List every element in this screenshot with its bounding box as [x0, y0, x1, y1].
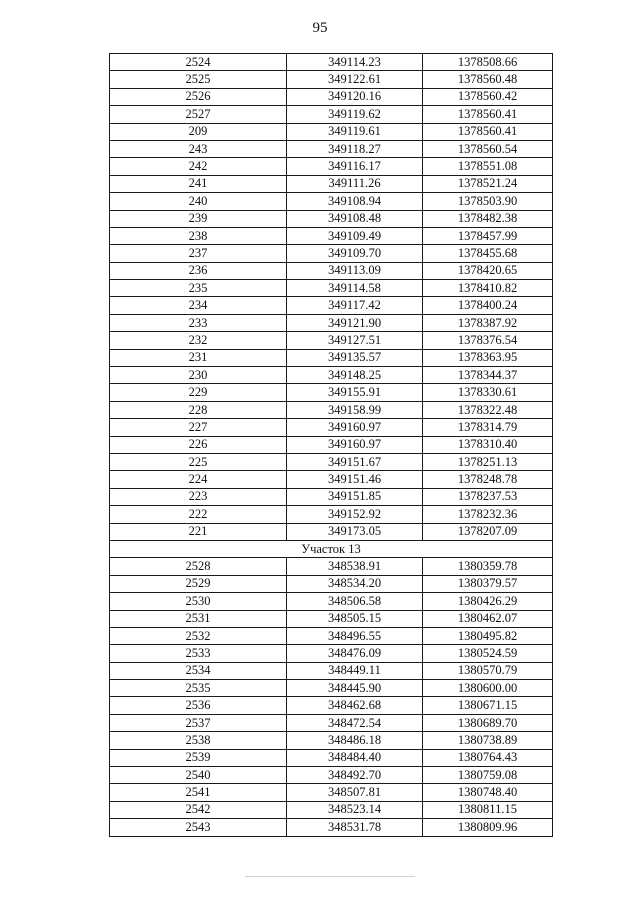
y-coordinate-cell: 1378237.53 — [423, 488, 553, 505]
table-row — [110, 767, 553, 784]
point-number-cell: 2525 — [110, 71, 287, 88]
y-coordinate-cell: 1380671.15 — [423, 697, 553, 714]
table-row — [110, 419, 553, 436]
table-row — [110, 749, 553, 766]
x-coordinate-cell: 349122.61 — [287, 71, 423, 88]
x-coordinate-cell: 349127.51 — [287, 332, 423, 349]
point-number-cell: 2541 — [110, 784, 287, 801]
table-row — [110, 123, 553, 140]
table-row — [110, 349, 553, 366]
table-row — [110, 140, 553, 157]
x-coordinate-cell: 349108.94 — [287, 193, 423, 210]
point-number-cell: 2540 — [110, 767, 287, 784]
point-number-cell: 2539 — [110, 749, 287, 766]
x-coordinate-cell: 349120.16 — [287, 88, 423, 105]
y-coordinate-cell: 1380759.08 — [423, 767, 553, 784]
table-row — [110, 332, 553, 349]
y-coordinate-cell: 1378400.24 — [423, 297, 553, 314]
table-row — [110, 714, 553, 731]
table-row — [110, 488, 553, 505]
point-number-cell: 2533 — [110, 645, 287, 662]
y-coordinate-cell: 1378322.48 — [423, 401, 553, 418]
page-number: 95 — [312, 20, 328, 36]
point-number-cell: 2530 — [110, 593, 287, 610]
x-coordinate-cell: 349151.67 — [287, 453, 423, 470]
point-number-cell: 2528 — [110, 558, 287, 575]
y-coordinate-cell: 1380426.29 — [423, 593, 553, 610]
point-number-cell: 2542 — [110, 801, 287, 818]
point-number-cell: 2537 — [110, 714, 287, 731]
x-coordinate-cell: 348531.78 — [287, 819, 423, 836]
point-number-cell: 2536 — [110, 697, 287, 714]
y-coordinate-cell: 1380495.82 — [423, 627, 553, 644]
x-coordinate-cell: 348484.40 — [287, 749, 423, 766]
point-number-cell: 2534 — [110, 662, 287, 679]
y-coordinate-cell: 1380809.96 — [423, 819, 553, 836]
y-coordinate-cell: 1380379.57 — [423, 575, 553, 592]
y-coordinate-cell: 1378363.95 — [423, 349, 553, 366]
x-coordinate-cell: 349160.97 — [287, 419, 423, 436]
point-number-cell: 238 — [110, 227, 287, 244]
y-coordinate-cell: 1378551.08 — [423, 158, 553, 175]
y-coordinate-cell: 1378560.41 — [423, 106, 553, 123]
x-coordinate-cell: 348449.11 — [287, 662, 423, 679]
y-coordinate-cell: 1378251.13 — [423, 453, 553, 470]
y-coordinate-cell: 1378344.37 — [423, 367, 553, 384]
point-number-cell: 239 — [110, 210, 287, 227]
table-row — [110, 627, 553, 644]
x-coordinate-cell: 349148.25 — [287, 367, 423, 384]
table-row — [110, 662, 553, 679]
y-coordinate-cell: 1380811.15 — [423, 801, 553, 818]
point-number-cell: 2527 — [110, 106, 287, 123]
point-number-cell: 232 — [110, 332, 287, 349]
y-coordinate-cell: 1378457.99 — [423, 227, 553, 244]
point-number-cell: 2531 — [110, 610, 287, 627]
point-number-cell: 209 — [110, 123, 287, 140]
point-number-cell: 227 — [110, 419, 287, 436]
x-coordinate-cell: 349114.58 — [287, 280, 423, 297]
point-number-cell: 231 — [110, 349, 287, 366]
y-coordinate-cell: 1378420.65 — [423, 262, 553, 279]
y-coordinate-cell: 1380600.00 — [423, 680, 553, 697]
y-coordinate-cell: 1378376.54 — [423, 332, 553, 349]
table-row — [110, 280, 553, 297]
y-coordinate-cell: 1378503.90 — [423, 193, 553, 210]
x-coordinate-cell: 348486.18 — [287, 732, 423, 749]
point-number-cell: 235 — [110, 280, 287, 297]
y-coordinate-cell: 1378508.66 — [423, 54, 553, 71]
x-coordinate-cell: 349116.17 — [287, 158, 423, 175]
point-number-cell: 2543 — [110, 819, 287, 836]
table-row — [110, 193, 553, 210]
y-coordinate-cell: 1378560.41 — [423, 123, 553, 140]
x-coordinate-cell: 349113.09 — [287, 262, 423, 279]
table-row — [110, 697, 553, 714]
y-coordinate-cell: 1380748.40 — [423, 784, 553, 801]
y-coordinate-cell: 1380570.79 — [423, 662, 553, 679]
point-number-cell: 234 — [110, 297, 287, 314]
footer-divider — [245, 876, 415, 877]
table-row — [110, 645, 553, 662]
y-coordinate-cell: 1380524.59 — [423, 645, 553, 662]
table-row — [110, 523, 553, 540]
x-coordinate-cell: 349121.90 — [287, 314, 423, 331]
x-coordinate-cell: 348506.58 — [287, 593, 423, 610]
point-number-cell: 241 — [110, 175, 287, 192]
x-coordinate-cell: 348496.55 — [287, 627, 423, 644]
table-row — [110, 106, 553, 123]
point-number-cell: 224 — [110, 471, 287, 488]
point-number-cell: 240 — [110, 193, 287, 210]
x-coordinate-cell: 348492.70 — [287, 767, 423, 784]
y-coordinate-cell: 1378248.78 — [423, 471, 553, 488]
table-row — [110, 367, 553, 384]
point-number-cell: 223 — [110, 488, 287, 505]
table-row — [110, 801, 553, 818]
table-row — [110, 784, 553, 801]
x-coordinate-cell: 348507.81 — [287, 784, 423, 801]
table-row — [110, 506, 553, 523]
point-number-cell: 236 — [110, 262, 287, 279]
y-coordinate-cell: 1380359.78 — [423, 558, 553, 575]
table-row — [110, 471, 553, 488]
y-coordinate-cell: 1380689.70 — [423, 714, 553, 731]
section-header-row — [110, 540, 553, 557]
table-row — [110, 819, 553, 836]
x-coordinate-cell: 348534.20 — [287, 575, 423, 592]
y-coordinate-cell: 1378232.36 — [423, 506, 553, 523]
point-number-cell: 222 — [110, 506, 287, 523]
point-number-cell: 229 — [110, 384, 287, 401]
x-coordinate-cell: 349117.42 — [287, 297, 423, 314]
x-coordinate-cell: 349152.92 — [287, 506, 423, 523]
y-coordinate-cell: 1378482.38 — [423, 210, 553, 227]
x-coordinate-cell: 349114.23 — [287, 54, 423, 71]
point-number-cell: 225 — [110, 453, 287, 470]
table-row — [110, 297, 553, 314]
point-number-cell: 228 — [110, 401, 287, 418]
y-coordinate-cell: 1378560.42 — [423, 88, 553, 105]
x-coordinate-cell: 349135.57 — [287, 349, 423, 366]
table-row — [110, 575, 553, 592]
point-number-cell: 2532 — [110, 627, 287, 644]
x-coordinate-cell: 349155.91 — [287, 384, 423, 401]
y-coordinate-cell: 1378560.54 — [423, 140, 553, 157]
x-coordinate-cell: 348505.15 — [287, 610, 423, 627]
table-row — [110, 88, 553, 105]
point-number-cell: 2538 — [110, 732, 287, 749]
y-coordinate-cell: 1378330.61 — [423, 384, 553, 401]
y-coordinate-cell: 1378521.24 — [423, 175, 553, 192]
x-coordinate-cell: 348472.54 — [287, 714, 423, 731]
point-number-cell: 2529 — [110, 575, 287, 592]
y-coordinate-cell: 1380738.89 — [423, 732, 553, 749]
table-row — [110, 732, 553, 749]
point-number-cell: 230 — [110, 367, 287, 384]
point-number-cell: 2535 — [110, 680, 287, 697]
x-coordinate-cell: 349109.49 — [287, 227, 423, 244]
table-row — [110, 54, 553, 71]
table-row — [110, 262, 553, 279]
x-coordinate-cell: 349160.97 — [287, 436, 423, 453]
table-row — [110, 610, 553, 627]
coordinates-table — [109, 53, 553, 837]
y-coordinate-cell: 1378387.92 — [423, 314, 553, 331]
table-row — [110, 680, 553, 697]
table-row — [110, 558, 553, 575]
point-number-cell: 242 — [110, 158, 287, 175]
point-number-cell: 237 — [110, 245, 287, 262]
x-coordinate-cell: 348476.09 — [287, 645, 423, 662]
x-coordinate-cell: 349118.27 — [287, 140, 423, 157]
section-title: Участок 13 — [110, 540, 553, 557]
x-coordinate-cell: 349119.62 — [287, 106, 423, 123]
point-number-cell: 226 — [110, 436, 287, 453]
table-row — [110, 593, 553, 610]
table-row — [110, 314, 553, 331]
y-coordinate-cell: 1380764.43 — [423, 749, 553, 766]
x-coordinate-cell: 349109.70 — [287, 245, 423, 262]
y-coordinate-cell: 1378560.48 — [423, 71, 553, 88]
point-number-cell: 2526 — [110, 88, 287, 105]
point-number-cell: 243 — [110, 140, 287, 157]
table-row — [110, 227, 553, 244]
x-coordinate-cell: 349151.46 — [287, 471, 423, 488]
table-row — [110, 71, 553, 88]
x-coordinate-cell: 348462.68 — [287, 697, 423, 714]
y-coordinate-cell: 1378207.09 — [423, 523, 553, 540]
x-coordinate-cell: 348523.14 — [287, 801, 423, 818]
y-coordinate-cell: 1378310.40 — [423, 436, 553, 453]
x-coordinate-cell: 348445.90 — [287, 680, 423, 697]
coordinates-table-body — [110, 54, 553, 837]
y-coordinate-cell: 1378455.68 — [423, 245, 553, 262]
table-row — [110, 158, 553, 175]
x-coordinate-cell: 349119.61 — [287, 123, 423, 140]
y-coordinate-cell: 1380462.07 — [423, 610, 553, 627]
y-coordinate-cell: 1378314.79 — [423, 419, 553, 436]
table-row — [110, 210, 553, 227]
x-coordinate-cell: 349108.48 — [287, 210, 423, 227]
table-row — [110, 401, 553, 418]
table-row — [110, 384, 553, 401]
y-coordinate-cell: 1378410.82 — [423, 280, 553, 297]
table-row — [110, 436, 553, 453]
x-coordinate-cell: 349111.26 — [287, 175, 423, 192]
table-row — [110, 245, 553, 262]
point-number-cell: 233 — [110, 314, 287, 331]
point-number-cell: 2524 — [110, 54, 287, 71]
x-coordinate-cell: 349173.05 — [287, 523, 423, 540]
point-number-cell: 221 — [110, 523, 287, 540]
x-coordinate-cell: 349151.85 — [287, 488, 423, 505]
x-coordinate-cell: 348538.91 — [287, 558, 423, 575]
x-coordinate-cell: 349158.99 — [287, 401, 423, 418]
table-row — [110, 453, 553, 470]
table-row — [110, 175, 553, 192]
